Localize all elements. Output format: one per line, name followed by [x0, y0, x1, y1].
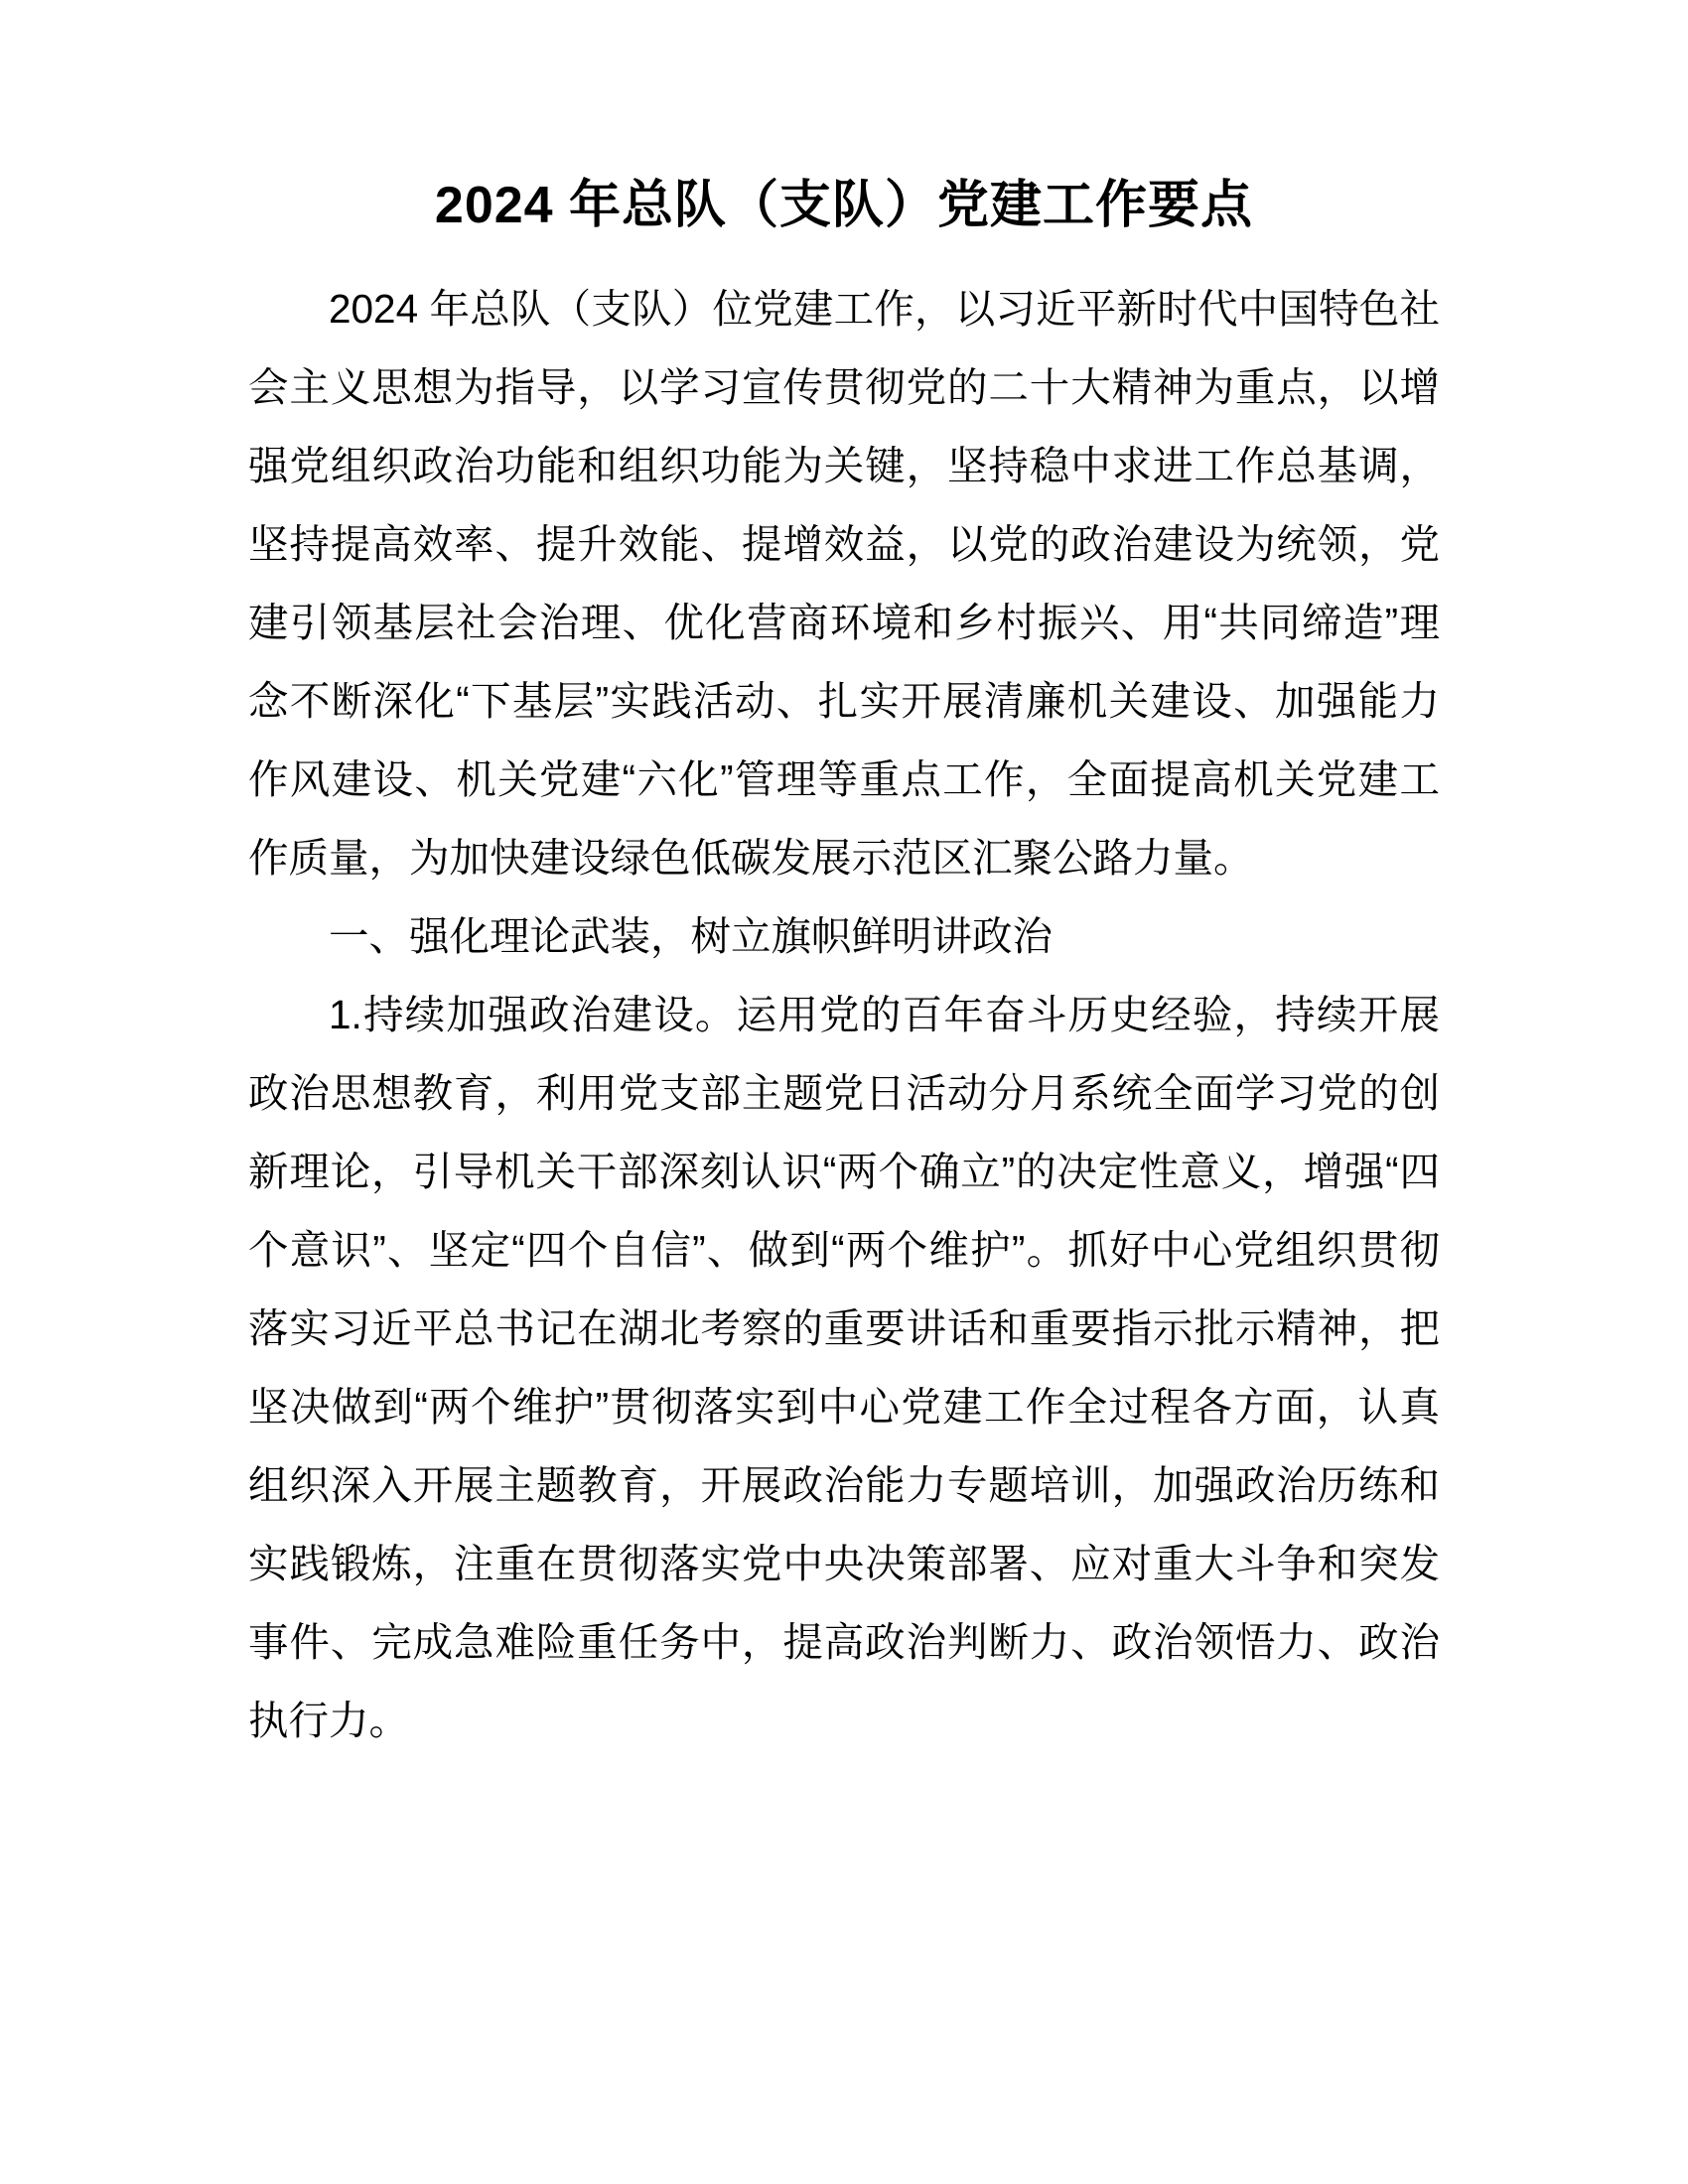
document-body — [248, 0, 1440, 1760]
page-title: 2024 年总队（支队）党建工作要点 — [434, 177, 1254, 234]
intro-paragraph: 2024 年总队（支队）位党建工作，以习近平新时代中国特色社会主义思想为指导，以学习宣传贯彻党的二十大精神为重点，以增强党组织政治功能和组织功能为关键，坚持稳中求进工作总基调，坚持提高效率、提升效能、提增效益，以党的政治建设为统领，党建引领基层社会治理、优化营商环境和乡村振兴、用“共同缔造”理念不断深化“下基层”实践活动、扎实开展清廉机关建设、加强能力作风建设、机关党建“六化”管理等重点工作，全面提高机关党建工作质量，为加快建设绿色低碳发展示范区汇聚公路力量。 — [248, 286, 1440, 881]
item-paragraph-1: 1.持续加强政治建设。运用党的百年奋斗历史经验，持续开展政治思想教育，利用党支部主题党日活动分月系统全面学习党的创新理论，引导机关干部深刻认识“两个确立”的决定性意义，增强“四个意识”、坚定“四个自信”、做到“两个维护”。抓好中心党组织贯彻落实习近平总书记在湖北考察的重要讲话和重要指示批示精神，把坚决做到“两个维护”贯彻落实到中心党建工作全过程各方面，认真组织深入开展主题教育，开展政治能力专题培训，加强政治历练和实践锻炼，注重在贯彻落实党中央决策部署、应对重大斗争和突发事件、完成急难险重任务中，提高政治判断力、政治领悟力、政治执行力。 — [248, 992, 1440, 1743]
section-heading-one: 一、强化理论武装，树立旗帜鲜明讲政治 — [329, 913, 1053, 959]
